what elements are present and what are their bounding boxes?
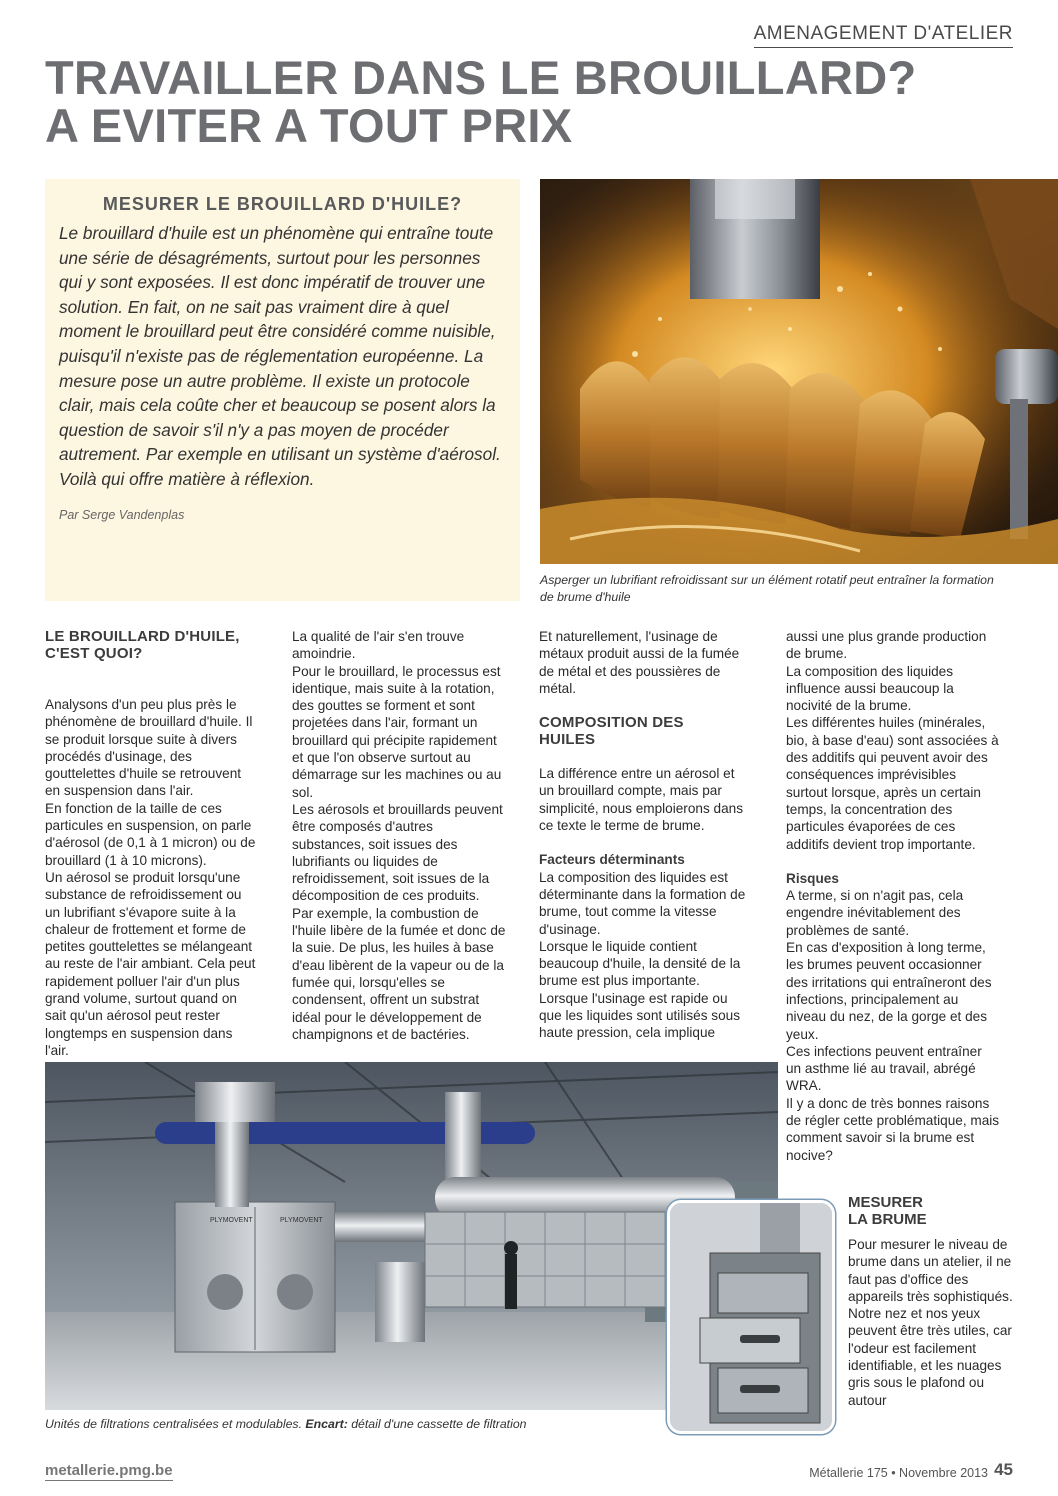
filter-cassette-inset	[667, 1200, 835, 1434]
subheading-factors: Facteurs déterminants	[539, 852, 685, 868]
article-column-4	[786, 628, 1000, 1164]
page-number: 45	[994, 1460, 1013, 1479]
heading-line-2: LA BRUME	[848, 1211, 927, 1228]
paragraph: En cas d'exposition à long terme, les brumes peuvent occasionner des irritations qui entraîneront des infections, principalement au niveau du nez, de la gorge et des yeux.	[786, 940, 992, 1042]
subheading-risks: Risques	[786, 870, 839, 886]
caption-bold: Encart:	[305, 1417, 348, 1431]
paragraph: Un aérosol se produit lorsqu'une substance de refroidissement ou un lubrifiant s'évapore suite à la chaleur de frottement et forme de petites gouttelettes se mélangeant au reste de l'air ambiant. Cela peut rapidement polluer l'air d'un plus grand volume, surtout quand on sait qu'un aérosol peut rester longtemps en suspension dans l'air.	[45, 869, 256, 1058]
title-line-1: TRAVAILLER DANS LE BROUILLARD?	[45, 51, 917, 104]
paragraph: A terme, si on n'agit pas, cela engendre inévitablement des problèmes de santé.	[786, 888, 964, 938]
paragraph: Pour le brouillard, le processus est identique, mais suite à la rotation, des gouttes se forment et sont projetées dans l'air, formant un brouillard qui précipite rapidement et que l'on observe surtout au démarrage sur les machines ou au sol.	[292, 663, 502, 800]
article-column-1	[45, 628, 259, 1059]
paragraph: Les aérosols et brouillards peuvent être composés d'autres substances, soit issues des lubrifiants ou liquides de refroidissement, soit issues de la décomposition de ces produits.	[292, 801, 503, 904]
paragraph: Les différentes huiles (minérales, bio, à base d'eau) sont associées à des additifs qui peuvent avoir des conséquences imprévisibles surtout lorsque, après un certain temps, la concentration des particules évaporées de ces additifs devient trop importante.	[786, 715, 999, 852]
paragraph: Lorsque le liquide contient beaucoup d'huile, la densité de la brume est plus importante.	[539, 938, 741, 989]
intro-box	[45, 179, 520, 601]
paragraph: Par exemple, la combustion de l'huile libère de la fumée et donc de la suie. De plus, les huiles à base d'eau libèrent de la vapeur ou de la fumée qui, lorsqu'elles se condensent, offrent un substrat idéal pour le développement de champignons et de bactéries.	[292, 905, 506, 1042]
heading-oil-composition: COMPOSITION DES HUILES	[539, 714, 684, 749]
measure-mist-heading	[848, 1194, 1018, 1228]
paragraph: La composition des liquides est déterminante dans la formation de brume, tout comme la vitesse d'usinage.	[539, 869, 746, 937]
title-line-2: A EVITER A TOUT PRIX	[45, 99, 573, 152]
brand-label-right: PLYMOVENT	[280, 1217, 323, 1224]
measure-mist-text: Pour mesurer le niveau de brume dans un atelier, il ne faut pas d'office des appareils très sophistiqués. Notre nez et nos yeux peuvent être très utiles, car l'odeur est facilement identifiable, et les nuages gris sous le plafond ou autour	[848, 1237, 1013, 1408]
paragraph: aussi une plus grande production de brume.	[786, 629, 987, 662]
website-link[interactable]: metallerie.pmg.be	[45, 1462, 173, 1479]
measure-mist-box	[848, 1194, 1018, 1409]
top-photo-caption: Asperger un lubrifiant refroidissant sur un élément rotatif peut entraîner la formation de brume d'huile	[540, 573, 994, 604]
article-column-2	[292, 628, 506, 1043]
page-title	[45, 51, 1025, 152]
article-column-3	[539, 628, 753, 1042]
caption-text: Unités de filtrations centralisées et modulables.	[45, 1417, 306, 1431]
paragraph: Lorsque l'usinage est rapide ou que les liquides sont utilisés sous haute pression, cela implique	[539, 990, 740, 1041]
paragraph: La qualité de l'air s'en trouve amoindrie.	[292, 629, 465, 662]
paragraph: Ces infections peuvent entraîner un asthme lié au travail, abrégé WRA.	[786, 1043, 982, 1094]
bottom-photo-caption	[45, 1417, 645, 1431]
brand-label-left: PLYMOVENT	[210, 1217, 253, 1224]
intro-text: Le brouillard d'huile est un phénomène qui entraîne toute une série de désagréments, surtout pour les personnes qui y sont exposées. Il est donc impératif de trouver une solution. En fait, on ne sait pas vraiment dire à quel moment le brouillard peut être considéré comme nuisible, puisqu'il n'existe pas de réglementation européenne. La mesure pose un autre problème. Il existe un protocole clair, mais cela coûte cher et beaucoup se posent alors la question de savoir s'il n'y a pas moyen de procéder autrement. Par exemple en utilisant un système d'aérosol. Voilà qui offre matière à réflexion.	[59, 223, 501, 489]
heading-line-1: MESURER	[848, 1194, 924, 1211]
paragraph: En fonction de la taille de ces particules en suspension, on parle d'aérosol (de 0,1 à 1 micron) ou de brouillard (1 à 10 microns).	[45, 800, 256, 868]
paragraph: La différence entre un aérosol et un brouillard compte, mais par simplicité, nous emploierons dans ce texte le terme de brume.	[539, 766, 744, 834]
intro-heading: MESURER LE BROUILLARD D'HUILE?	[102, 194, 463, 214]
paragraph: Il y a donc de très bonnes raisons de régler cette problématique, mais comment savoir si la brume est nocive?	[786, 1095, 1000, 1163]
caption-text-rest: détail d'une cassette de filtration	[347, 1417, 527, 1431]
issue-info: Métallerie 175 • Novembre 2013	[809, 1466, 988, 1480]
gear-oil-photo	[540, 179, 1058, 564]
paragraph: La composition des liquides influence aussi beaucoup la nocivité de la brume.	[786, 663, 954, 714]
paragraph: Analysons d'un peu plus près le phénomène de brouillard d'huile. Il se produit lorsque suite à divers procédés d'usinage, des gouttelettes d'huile se retrouvent en suspension dans l'air.	[45, 697, 253, 799]
section-label: AMENAGEMENT D'ATELIER	[754, 22, 1013, 48]
byline: Par Serge Vandenplas	[59, 507, 185, 522]
heading-what-is-oil-mist: LE BROUILLARD D'HUILE, C'EST QUOI?	[45, 628, 240, 662]
paragraph: Et naturellement, l'usinage de métaux produit aussi de la fumée de métal et des poussières de métal.	[539, 629, 740, 696]
